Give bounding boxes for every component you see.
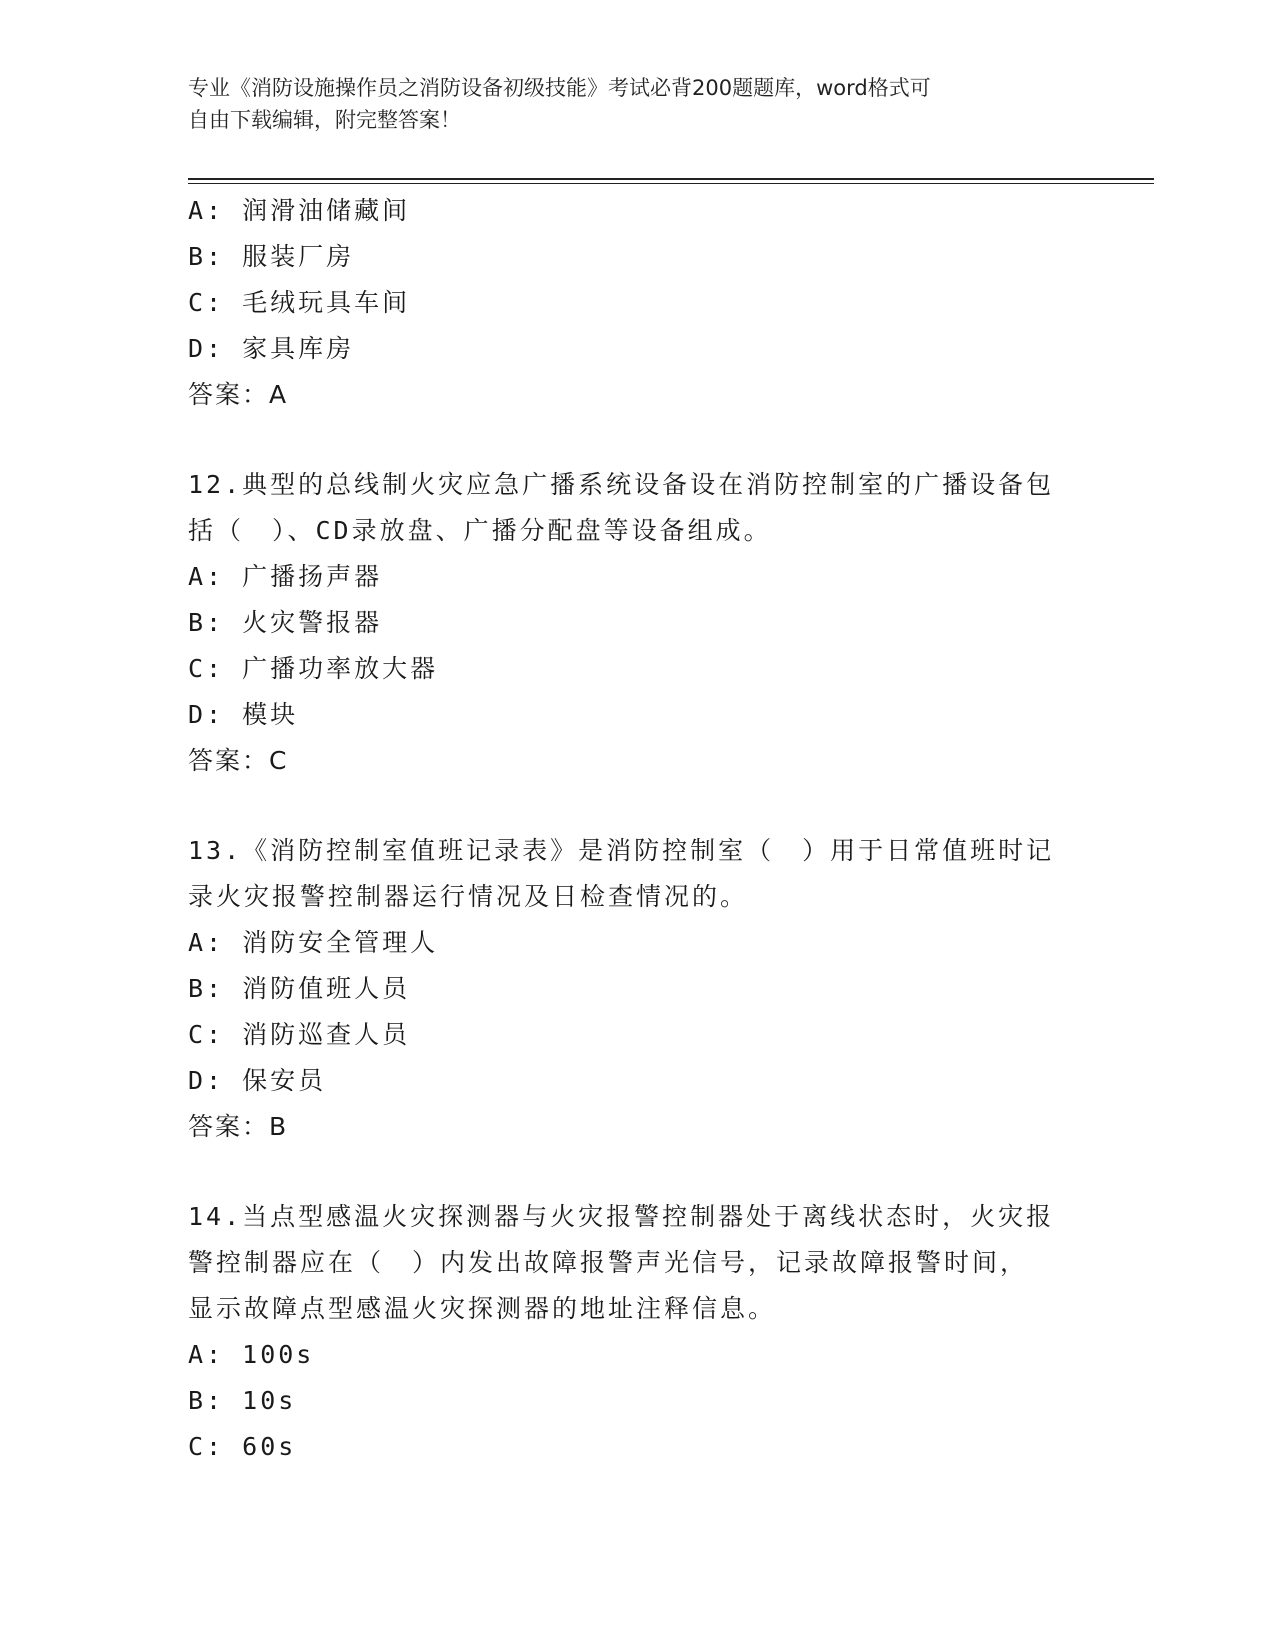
option-b: B: 火灾警报器 — [188, 608, 383, 637]
question-14 — [188, 1194, 1088, 1470]
header-line-1: 专业《消防设施操作员之消防设备初级技能》考试必背200题题库，word格式可 — [188, 76, 931, 100]
option-a: A: 消防安全管理人 — [188, 928, 439, 957]
question-stem-line: 括（ ）、CD录放盘、广播分配盘等设备组成。 — [188, 516, 772, 545]
question-stem-line: 13.《消防控制室值班记录表》是消防控制室（ ）用于日常值班时记 — [188, 836, 1055, 865]
question-stem-line: 12.典型的总线制火灾应急广播系统设备设在消防控制室的广播设备包 — [188, 470, 1055, 499]
question-stem-line: 14.当点型感温火灾探测器与火灾报警控制器处于离线状态时，火灾报 — [188, 1202, 1055, 1231]
option-d: D: 模块 — [188, 700, 299, 729]
option-a: A: 广播扬声器 — [188, 562, 383, 591]
document-header — [188, 72, 1088, 136]
option-b: B: 服装厂房 — [188, 242, 355, 271]
option-b: B: 10s — [188, 1386, 297, 1415]
question-list — [188, 188, 1088, 1470]
question-13 — [188, 828, 1088, 1150]
option-d: D: 保安员 — [188, 1066, 327, 1095]
option-a: A: 100s — [188, 1340, 315, 1369]
option-c: C: 消防巡查人员 — [188, 1020, 411, 1049]
header-rule — [188, 178, 1154, 180]
answer: 答案：B — [188, 1112, 289, 1141]
question-stem-line: 警控制器应在（ ）内发出故障报警声光信号，记录故障报警时间， — [188, 1248, 1029, 1277]
answer: 答案：A — [188, 380, 289, 409]
option-a: A: 润滑油储藏间 — [188, 196, 411, 225]
question-stem-line: 显示故障点型感温火灾探测器的地址注释信息。 — [188, 1294, 777, 1323]
option-b: B: 消防值班人员 — [188, 974, 411, 1003]
header-line-2: 自由下载编辑，附完整答案！ — [188, 108, 461, 132]
option-c: C: 毛绒玩具车间 — [188, 288, 411, 317]
question-11 — [188, 188, 1088, 418]
answer: 答案：C — [188, 746, 289, 775]
header-rule-thin — [188, 183, 1154, 184]
option-c: C: 广播功率放大器 — [188, 654, 439, 683]
option-c: C: 60s — [188, 1432, 297, 1461]
question-stem-line: 录火灾报警控制器运行情况及日检查情况的。 — [188, 882, 749, 911]
question-12 — [188, 462, 1088, 784]
option-d: D: 家具库房 — [188, 334, 355, 363]
